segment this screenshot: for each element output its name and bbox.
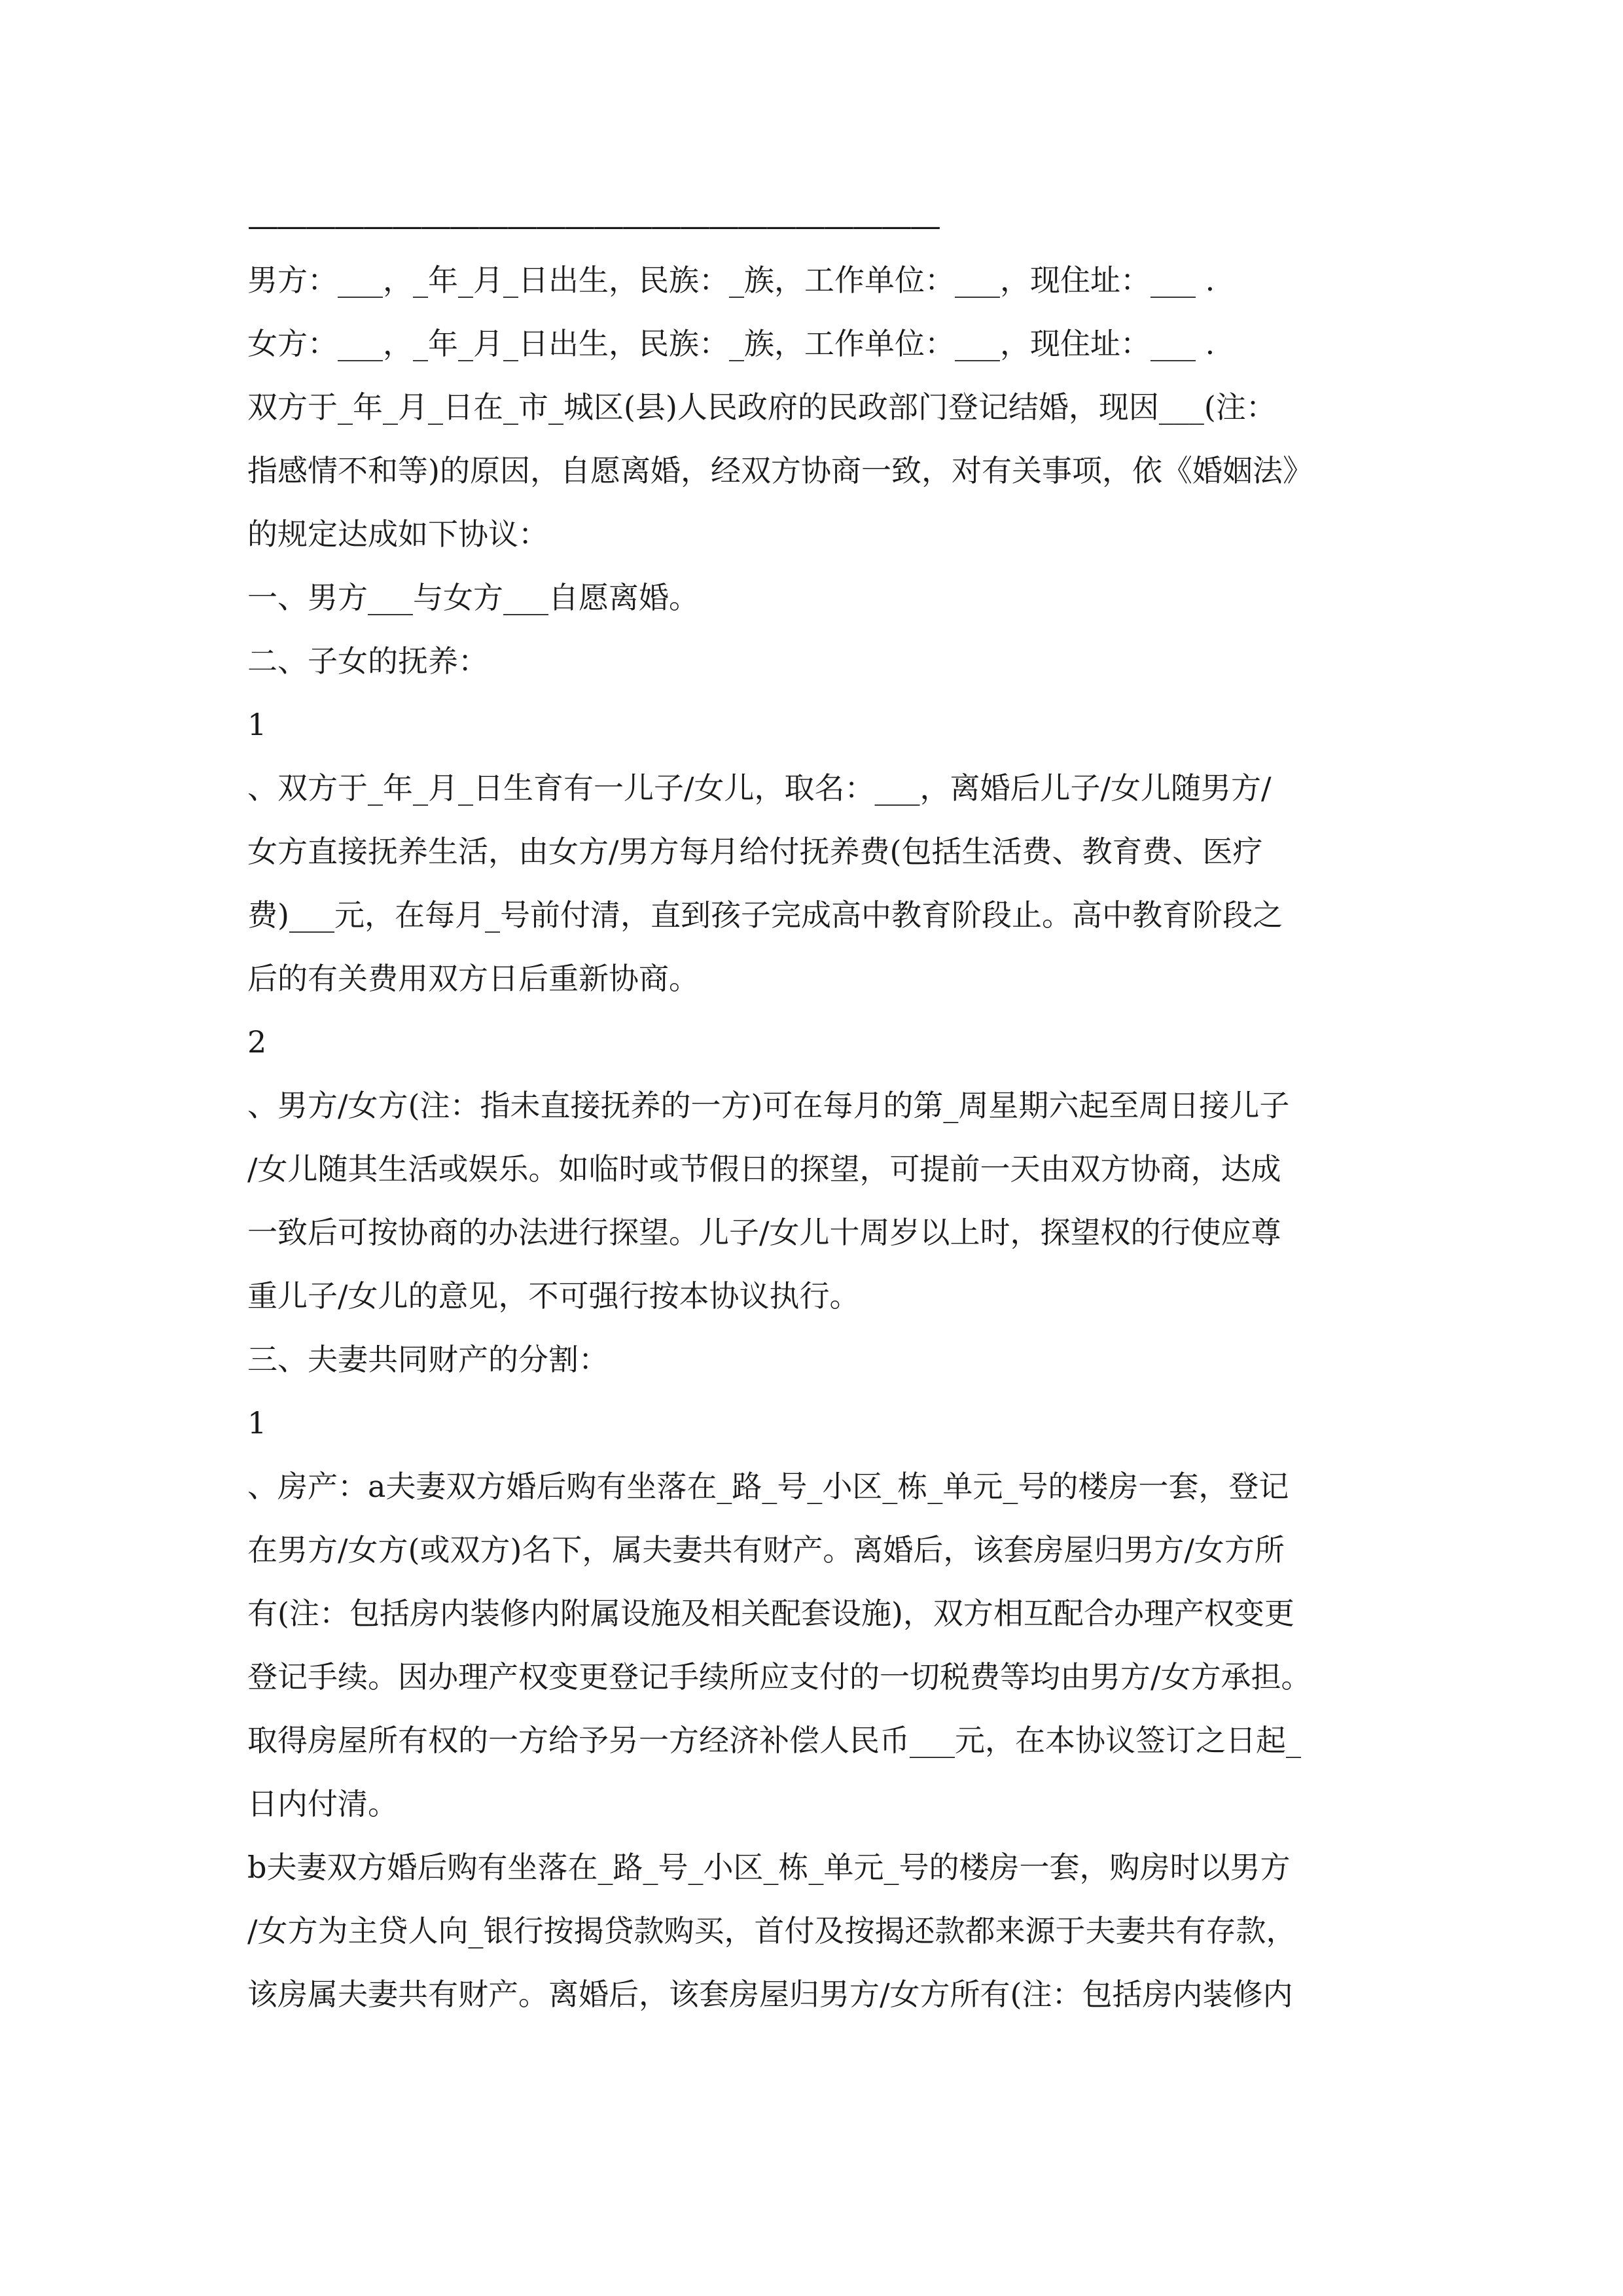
clause-3-1-line: 在男方/女方(或双方)名下，属夫妻共有财产。离婚后，该套房屋归男方/女方所 — [247, 1532, 1285, 1568]
clause-2-1-line: 女方直接抚养生活，由女方/男方每月给付抚养费(包括生活费、教育费、医疗 — [247, 834, 1263, 869]
clause-3-1-line: 、房产：a夫妻双方婚后购有坐落在_路_号_小区_栋_单元_号的楼房一套，登记 — [247, 1469, 1289, 1504]
clause-3-1b-line: /女方为主贷人向_银行按揭贷款购买，首付及按揭还款都来源于夫妻共有存款， — [247, 1913, 1296, 1948]
clause-3-1b-line: 该房属夫妻共有财产。离婚后，该套房屋归男方/女方所有(注：包括房内装修内 — [247, 1977, 1293, 2012]
item-number: 1 — [247, 707, 267, 742]
item-number: 1 — [247, 1405, 267, 1441]
clause-2-1-line: 费)___元，在每月_号前付清，直到孩子完成高中教育阶段止。高中教育阶段之 — [247, 897, 1283, 933]
clause-2-1-line: 后的有关费用双方日后重新协商。 — [247, 961, 699, 996]
clause-2-2-line: 、男方/女方(注：指未直接抚养的一方)可在每月的第_周星期六起至周日接儿子 — [247, 1088, 1290, 1123]
clause-3-1-line: 取得房屋所有权的一方给予另一方经济补偿人民币___元，在本协议签订之日起_ — [247, 1723, 1301, 1758]
preamble-line: 指感情不和等)的原因，自愿离婚，经双方协商一致，对有关事项，依《婚姻法》 — [247, 453, 1313, 488]
top-rule: ———————————————————————— — [247, 207, 938, 244]
wife-info-line: 女方：___，_年_月_日出生，民族：_族，工作单位：___，现住址：___ . — [247, 326, 1215, 361]
clause-3-1-line: 登记手续。因办理产权变更登记手续所应支付的一切税费等均由男方/女方承担。 — [247, 1659, 1311, 1695]
clause-2-2-line: /女儿随其生活或娱乐。如临时或节假日的探望，可提前一天由双方协商，达成 — [247, 1151, 1281, 1187]
item-number: 2 — [247, 1024, 267, 1060]
clause-2-2-line: 重儿子/女儿的意见，不可强行按本协议执行。 — [247, 1278, 860, 1314]
document-page — [247, 196, 1399, 2026]
clause-2-2-line: 一致后可按协商的办法进行探望。儿子/女儿十周岁以上时，探望权的行使应尊 — [247, 1215, 1281, 1250]
husband-info-line: 男方：___，_年_月_日出生，民族：_族，工作单位：___，现住址：___ . — [247, 262, 1215, 298]
clause-1-heading: 一、男方___与女方___自愿离婚。 — [247, 580, 699, 615]
clause-3-1-line: 有(注：包括房内装修内附属设施及相关配套设施)，双方相互配合办理产权变更 — [247, 1596, 1294, 1631]
clause-3-1-line: 日内付清。 — [247, 1786, 398, 1821]
clause-3-heading: 三、夫妻共同财产的分割： — [247, 1342, 609, 1377]
clause-2-heading: 二、子女的抚养： — [247, 643, 488, 679]
clause-2-1-line: 、双方于_年_月_日生育有一儿子/女儿，取名：___，离婚后儿子/女儿随男方/ — [247, 770, 1272, 806]
clause-3-1b-line: b夫妻双方婚后购有坐落在_路_号_小区_栋_单元_号的楼房一套，购房时以男方 — [247, 1850, 1291, 1885]
preamble-line: 的规定达成如下协议： — [247, 516, 548, 552]
preamble-line: 双方于_年_月_日在_市_城区(县)人民政府的民政部门登记结婚，现因___(注： — [247, 389, 1276, 425]
